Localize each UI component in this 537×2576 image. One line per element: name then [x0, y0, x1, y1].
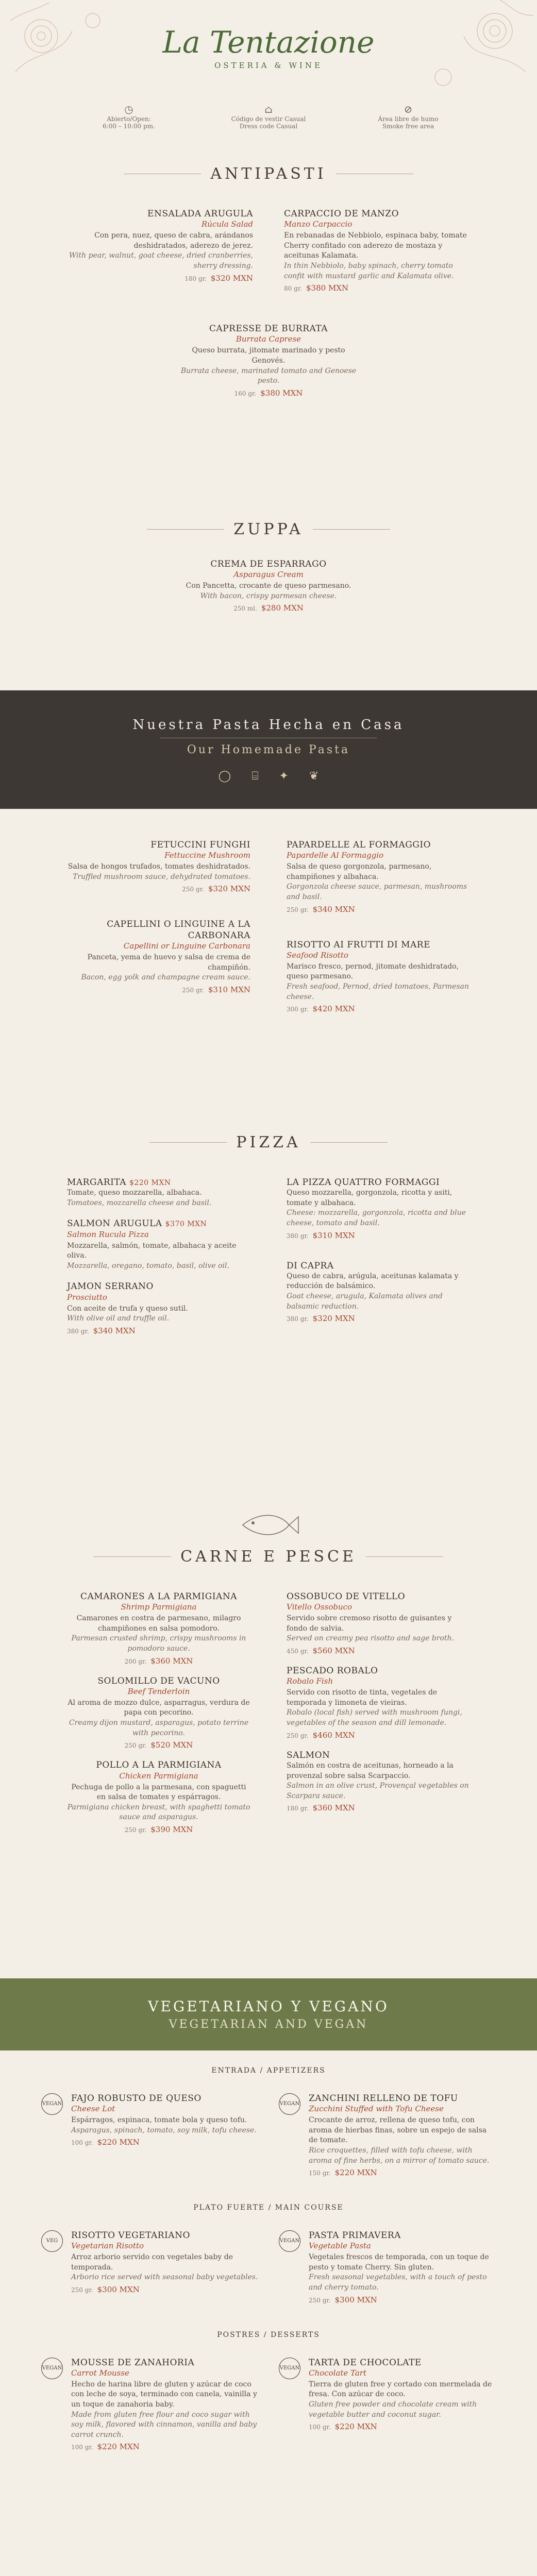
vegan-badge: VEGAN: [279, 2093, 300, 2115]
antipasti-section: [0, 165, 537, 515]
dish-capresse: CAPRESSE DE BURRATA Burrata Caprese Queso burrata, jitomate marinado y pesto Genovés. Burrata cheese, marinated tomato and Genoese pesto. 160 gr. $380 MXN: [180, 324, 357, 398]
dish-zanchini: ZANCHINI RELLENO DE TOFU Zucchini Stuffed with Tofu Cheese Crocante de arroz, rellena de queso tofu, con aroma de hierbas finas, sobre un espejo de salsa de tomate. Rice croquettes, filled with tofu cheese, with aroma of fine herbs, on a mirror of tomato sauce. 150 gr. $220 MXN: [309, 2093, 490, 2178]
vegan-badge: VEGAN: [41, 2093, 63, 2115]
pasta-banner-subtitle: Our Homemade Pasta: [187, 743, 350, 756]
pizza-title: PIZZA: [0, 1133, 537, 1151]
dish-risotto-mare: RISOTTO AI FRUTTI DI MARE Seafood Risotto Marisco fresco, pernod, jitomate deshidratado, queso parmesano. Fresh seafood, Pernod, dried tomatoes, Parmesan cheese. 300 gr. $420 MXN: [287, 939, 469, 1014]
dish-salmon: SALMON Salmón en costra de aceitunas, horneado a la provenzal sobre salsa Scarpaccio. Salmon in an olive crust, Provençal vegetables on Scarpara sauce. 180 gr. $360 MXN: [287, 1750, 469, 1813]
dish-pasta-primavera: PASTA PRIMAVERA Vegetable Pasta Vegetales frescos de temporada, con un toque de pesto y tomate Cherry. Sin gluten. Fresh seasonal vegetables, with a touch of pesto and cherry tomato. 250 gr. $300 MXN: [309, 2230, 489, 2304]
pasta-section: [0, 835, 537, 1123]
postres-label: POSTRES / DESSERTS: [217, 2330, 320, 2339]
antipasti-title: ANTIPASTI: [0, 165, 537, 183]
dish-salmon-arugula: SALMON ARUGULA $370 MXN Salmon Rucula Pizza Mozzarella, salmón, tomate, albahaca y aceite oliva. Mozzarella, oregano, tomato, basil, olive oil.: [67, 1218, 237, 1270]
info-smoke-free: ⊘ Área libre de humo Smoke free area: [357, 103, 460, 130]
vegan-badge: VEGAN: [279, 2230, 300, 2252]
carne-title: CARNE E PESCE: [0, 1548, 537, 1566]
vegetarian-section: [0, 2066, 537, 2576]
wheat-icon: ✦: [279, 769, 289, 783]
dish-margarita: MARGARITA $220 MXN Tomate, queso mozzarella, albahaca. Tomatoes, mozzarella cheese and basil.: [67, 1177, 212, 1207]
dish-ossobuco: OSSOBUCO DE VITELLO Vitello Ossobuco Servido sobre cremoso risotto de guisantes y fondo de salvia. Served on creamy pea risotto and sage broth. 450 gr. $560 MXN: [287, 1591, 455, 1656]
dish-papardelle: PAPARDELLE AL FORMAGGIO Papardelle Al Formaggio Salsa de queso gorgonzola, parmesano, champiñones y albahaca. Gorgonzola cheese sauce, parmesan, mushrooms and basil. 250 gr. $340 MXN: [287, 840, 467, 914]
vegetarian-subtitle: VEGETARIAN AND VEGAN: [169, 2018, 368, 2031]
dish-camarones: CAMARONES A LA PARMIGIANA Shrimp Parmigiana Camarones en costra de parmesano, milagro champiñones en salsa pomodoro. Parmesan crusted shrimp, crispy mushrooms in pomodoro sauce. 200 gr. $360 MXN: [71, 1591, 246, 1666]
dish-risotto-vegetariano: RISOTTO VEGETARIANO Vegetarian Risotto Arroz arborio servido con vegetales baby de temporada. Arborio rice served with seasonal baby vegetables. 250 gr. $300 MXN: [71, 2230, 258, 2295]
dish-carpaccio: CARPACCIO DE MANZO Manzo Carpaccio En rebanadas de Nebbiolo, espinaca baby, tomate Cherry confitado con aderezo de mostaza y aceitunas Kalamata. In thin Nebbiolo, baby spinach, cherry tomato confit with mustard garlic and Kalamata olive. 80 gr. $380 MXN: [284, 209, 467, 293]
floral-decoration: [0, 0, 537, 160]
fish-illustration: [238, 1510, 299, 1540]
fuerte-label: PLATO FUERTE / MAIN COURSE: [193, 2204, 344, 2212]
dish-crema-esparrago: CREMA DE ESPARRAGO Asparagus Cream Con Pancetta, crocante de queso parmesano. With bacon, crispy parmesan cheese. 250 ml. $280 MXN: [186, 559, 351, 613]
vegan-badge: VEGAN: [279, 2358, 300, 2379]
dish-fetuccini: FETUCCINI FUNGHI Fettuccine Mushroom Salsa de hongos trufados, tomates deshidratados. Truffled mushroom sauce, dehydrated tomatoes. 250 gr. $320 MXN: [68, 840, 250, 894]
dish-quattro-formaggi: LA PIZZA QUATTRO FORMAGGI Queso mozzarella, gorgonzola, ricotta y asiti, tomate y albahaca. Cheese: mozzarella, gorgonzola, ricotta and blue cheese, tomato and basil. 380 gr. $310 MXN: [287, 1177, 466, 1240]
vegetarian-badge: VEG: [41, 2230, 63, 2252]
dish-pollo-parmigiana: POLLO A LA PARMIGIANA Chicken Parmigiana Pechuga de pollo a la parmesana, con spaguetti en salsa de tomates y espárragos. Parmigiana chicken breast, with spaghetti tomato sauce and asparagus. 250 gr. $390 MXN: [67, 1760, 250, 1834]
dish-tarta-chocolate: TARTA DE CHOCOLATE Chocolate Tart Tierra de gluten free y cortado con mermelada de fresa. Con azúcar de coco. Gluten free powder and chocolate cream with vegetable butter and coconut sugar. 100 gr. $220 MXN: [309, 2357, 492, 2432]
dish-fajo-queso: FAJO ROBUSTO DE QUESO Cheese Lot Espárragos, espinaca, tomate bola y queso tofu. Asparagus, spinach, tomato, soy milk, tofu cheese. 100 gr. $220 MXN: [71, 2093, 257, 2147]
info-dress-code: ⌂ Código de vestir Casual Dress code Casual: [217, 103, 320, 130]
pasta-banner: [0, 690, 537, 809]
pasta-banner-title: Nuestra Pasta Hecha en Casa: [132, 717, 405, 733]
brand-name: La Tentazione: [162, 25, 375, 60]
pasta-icons: [219, 770, 319, 783]
zuppa-section: [0, 520, 537, 685]
carne-section: [0, 1510, 537, 1963]
vegetarian-banner: [0, 1978, 537, 2050]
menu-header: [0, 0, 537, 160]
shirt-icon: ⌂: [264, 103, 273, 115]
info-hours: ◷ Abierto/Open: 6:00 – 10:00 pm.: [77, 103, 180, 130]
pizza-section: [0, 1133, 537, 1494]
egg-icon: ◯: [218, 769, 231, 783]
dish-solomillo: SOLOMILLO DE VACUNO Beef Tenderloin Al aroma de mozzo dulce, asparragus, verdura de papa con pecorino. Creamy dijon mustard, asparagus, potato terrine with pecorino. 250 gr. $520 MXN: [68, 1675, 250, 1750]
dish-mousse-zanahoria: MOUSSE DE ZANAHORIA Carrot Mousse Hecho de harina libre de gluten y azúcar de coco con leche de soya, terminado con canela, vainilla y un toque de zanahoria baby. Made from gluten free flour and coco sugar with soy milk, flavored with cinnamon, vanilla and baby carrot crunch. 100 gr. $220 MXN: [71, 2357, 257, 2452]
vegetarian-title: VEGETARIANO Y VEGANO: [148, 1998, 389, 2015]
clock-icon: ◷: [124, 103, 133, 115]
dish-carbonara: CAPELLINI O LINGUINE A LA CARBONARA Capellini or Linguine Carbonara Panceta, yema de huevo y salsa de crema de champiñón. Bacon, egg yolk and champagne cream sauce. 250 gr. $310 MXN: [81, 919, 250, 994]
dish-di-capra: DI CAPRA Queso de cabra, arúgula, aceitunas kalamata y reducción de balsámico. Goat cheese, arugula, Kalamata olives and balsamic reduction. 380 gr. $320 MXN: [287, 1260, 459, 1324]
flour-icon: ⌸: [251, 769, 259, 783]
vegan-badge: VEGAN: [41, 2358, 63, 2379]
entradas-label: ENTRADA / APPETIZERS: [211, 2066, 326, 2075]
dish-jamon-serrano: JAMON SERRANO Prosciutto Con aceite de trufa y queso sutil. With olive oil and truffle oil. 380 gr. $340 MXN: [67, 1281, 188, 1335]
brand-tagline: OSTERIA & WINE: [214, 61, 323, 70]
leaf-icon: ❦: [309, 769, 319, 783]
dish-robalo: PESCADO ROBALO Robalo Fish Servido con risotto de tinta, vegetales de temporada y limoneta de vieiras. Robalo (local fish) served with mushroom fungi, vegetables of the season and dill lemonade. 250 gr. $460 MXN: [287, 1666, 462, 1740]
info-row: [77, 103, 460, 130]
no-smoking-icon: ⊘: [404, 103, 413, 115]
dish-ensalada-arugula: ENSALADA ARUGULA Rúcula Salad Con pera, nuez, queso de cabra, arándanos deshidratados, aderezo de jerez. With pear, walnut, goat cheese, dried cranberries, sherry dressing. 180 gr. $320 MXN: [69, 209, 253, 283]
zuppa-title: ZUPPA: [0, 520, 537, 538]
